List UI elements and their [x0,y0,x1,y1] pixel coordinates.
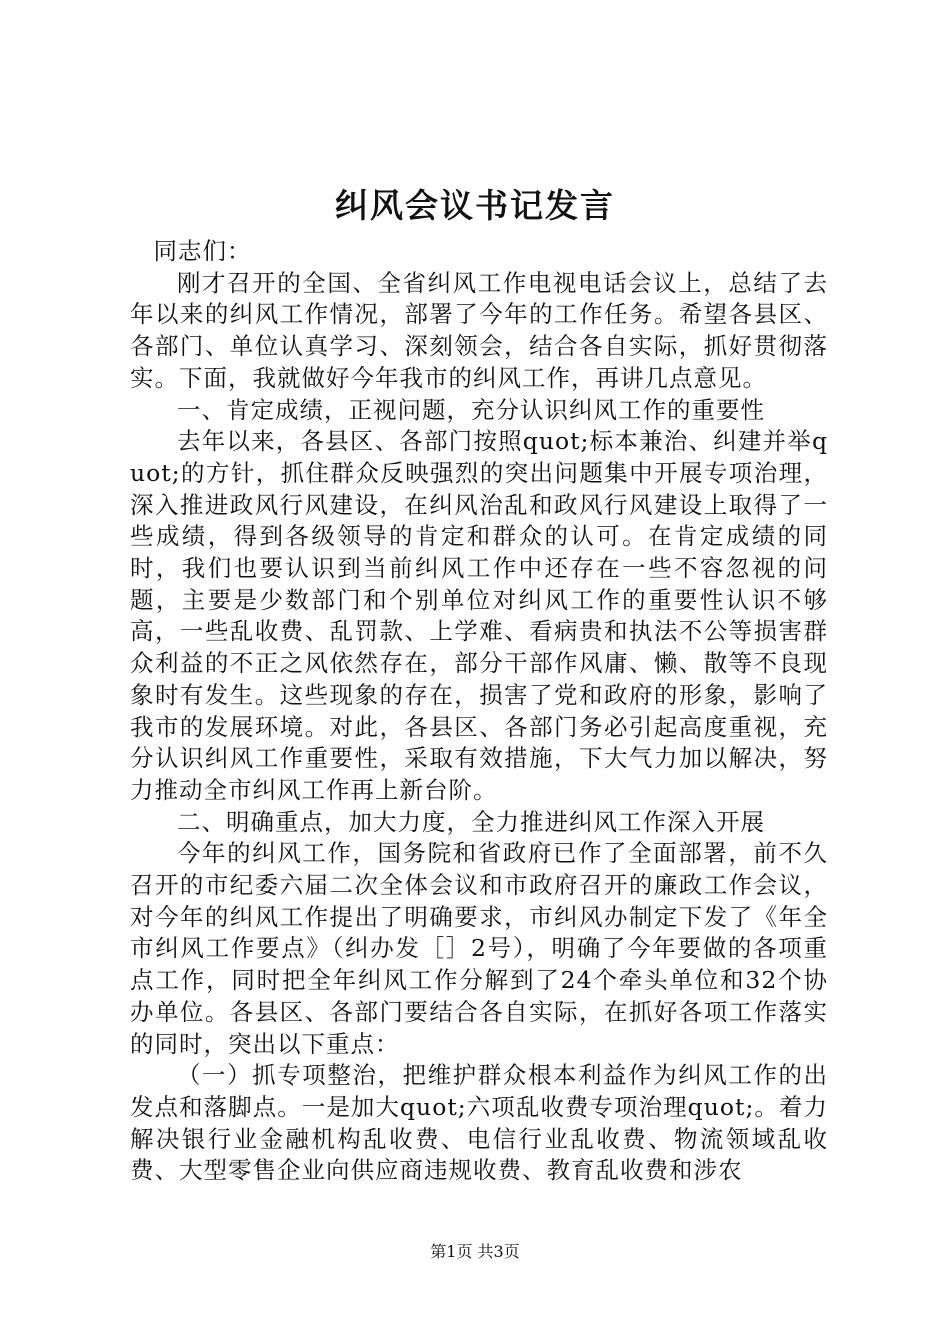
section-heading-one: 一、肯定成绩，正视问题，充分认识纠风工作的重要性 [177,395,765,424]
intro-paragraph: 刚才召开的全国、全省纠风工作电视电话会议上，总结了去年以来的纠风工作情况，部署了今年的工作任务。希望各县区、各部门、单位认真学习、深刻领会，结合各自实际，抓好贯彻落实。下面，我就做好今年我市的纠风工作，再讲几点意见。 [130,268,828,392]
section-one-paragraph: 去年以来，各县区、各部门按照quot;标本兼治、纠建并举quot;的方针，抓住群众反映强烈的突出问题集中开展专项治理，深入推进政风行风建设，在纠风治乱和政风行风建设上取得了一些成绩，得到各级领导的肯定和群众的认可。在肯定成绩的同时，我们也要认识到当前纠风工作中还存在一些不容忽视的问题，主要是少数部门和个别单位对纠风工作的重要性认识不够高，一些乱收费、乱罚款、上学难、看病贵和执法不公等损害群众利益的不正之风依然存在，部分干部作风庸、懒、散等不良现象时有发生。这些现象的存在，损害了党和政府的形象，影响了我市的发展环境。对此，各县区、各部门务必引起高度重视，充分认识纠风工作重要性，采取有效措施，下大气力加以解决，努力推动全市纠风工作再上新台阶。 [130,427,828,804]
document-body [130,236,828,1187]
section-two-paragraph: 今年的纠风工作，国务院和省政府已作了全面部署，前不久召开的市纪委六届二次全体会议和市政府召开的廉政工作会议，对今年的纠风工作提出了明确要求，市纠风办制定下发了《年全市纠风工作要点》（纠办发［］2号），明确了今年要做的各项重点工作，同时把全年纠风工作分解到了24个牵头单位和32个协办单位。各县区、各部门要结合各自实际，在抓好各项工作落实的同时，突出以下重点： [130,839,828,1058]
section-heading-two: 二、明确重点，加大力度，全力推进纠风工作深入开展 [177,807,765,836]
page-footer: 第1页 共3页 [430,1242,520,1261]
salutation-paragraph: 同志们： [153,237,252,265]
document-title: 纠风会议书记发言 [335,186,615,225]
subsection-one-paragraph: （一）抓专项整治，把维护群众根本利益作为纠风工作的出发点和落脚点。一是加大quot;六项乱收费专项治理quot;。着力解决银行业金融机构乱收费、电信行业乱收费、物流领域乱收费、大型零售企业向供应商违规收费、教育乱收费和涉农 [130,1061,828,1185]
